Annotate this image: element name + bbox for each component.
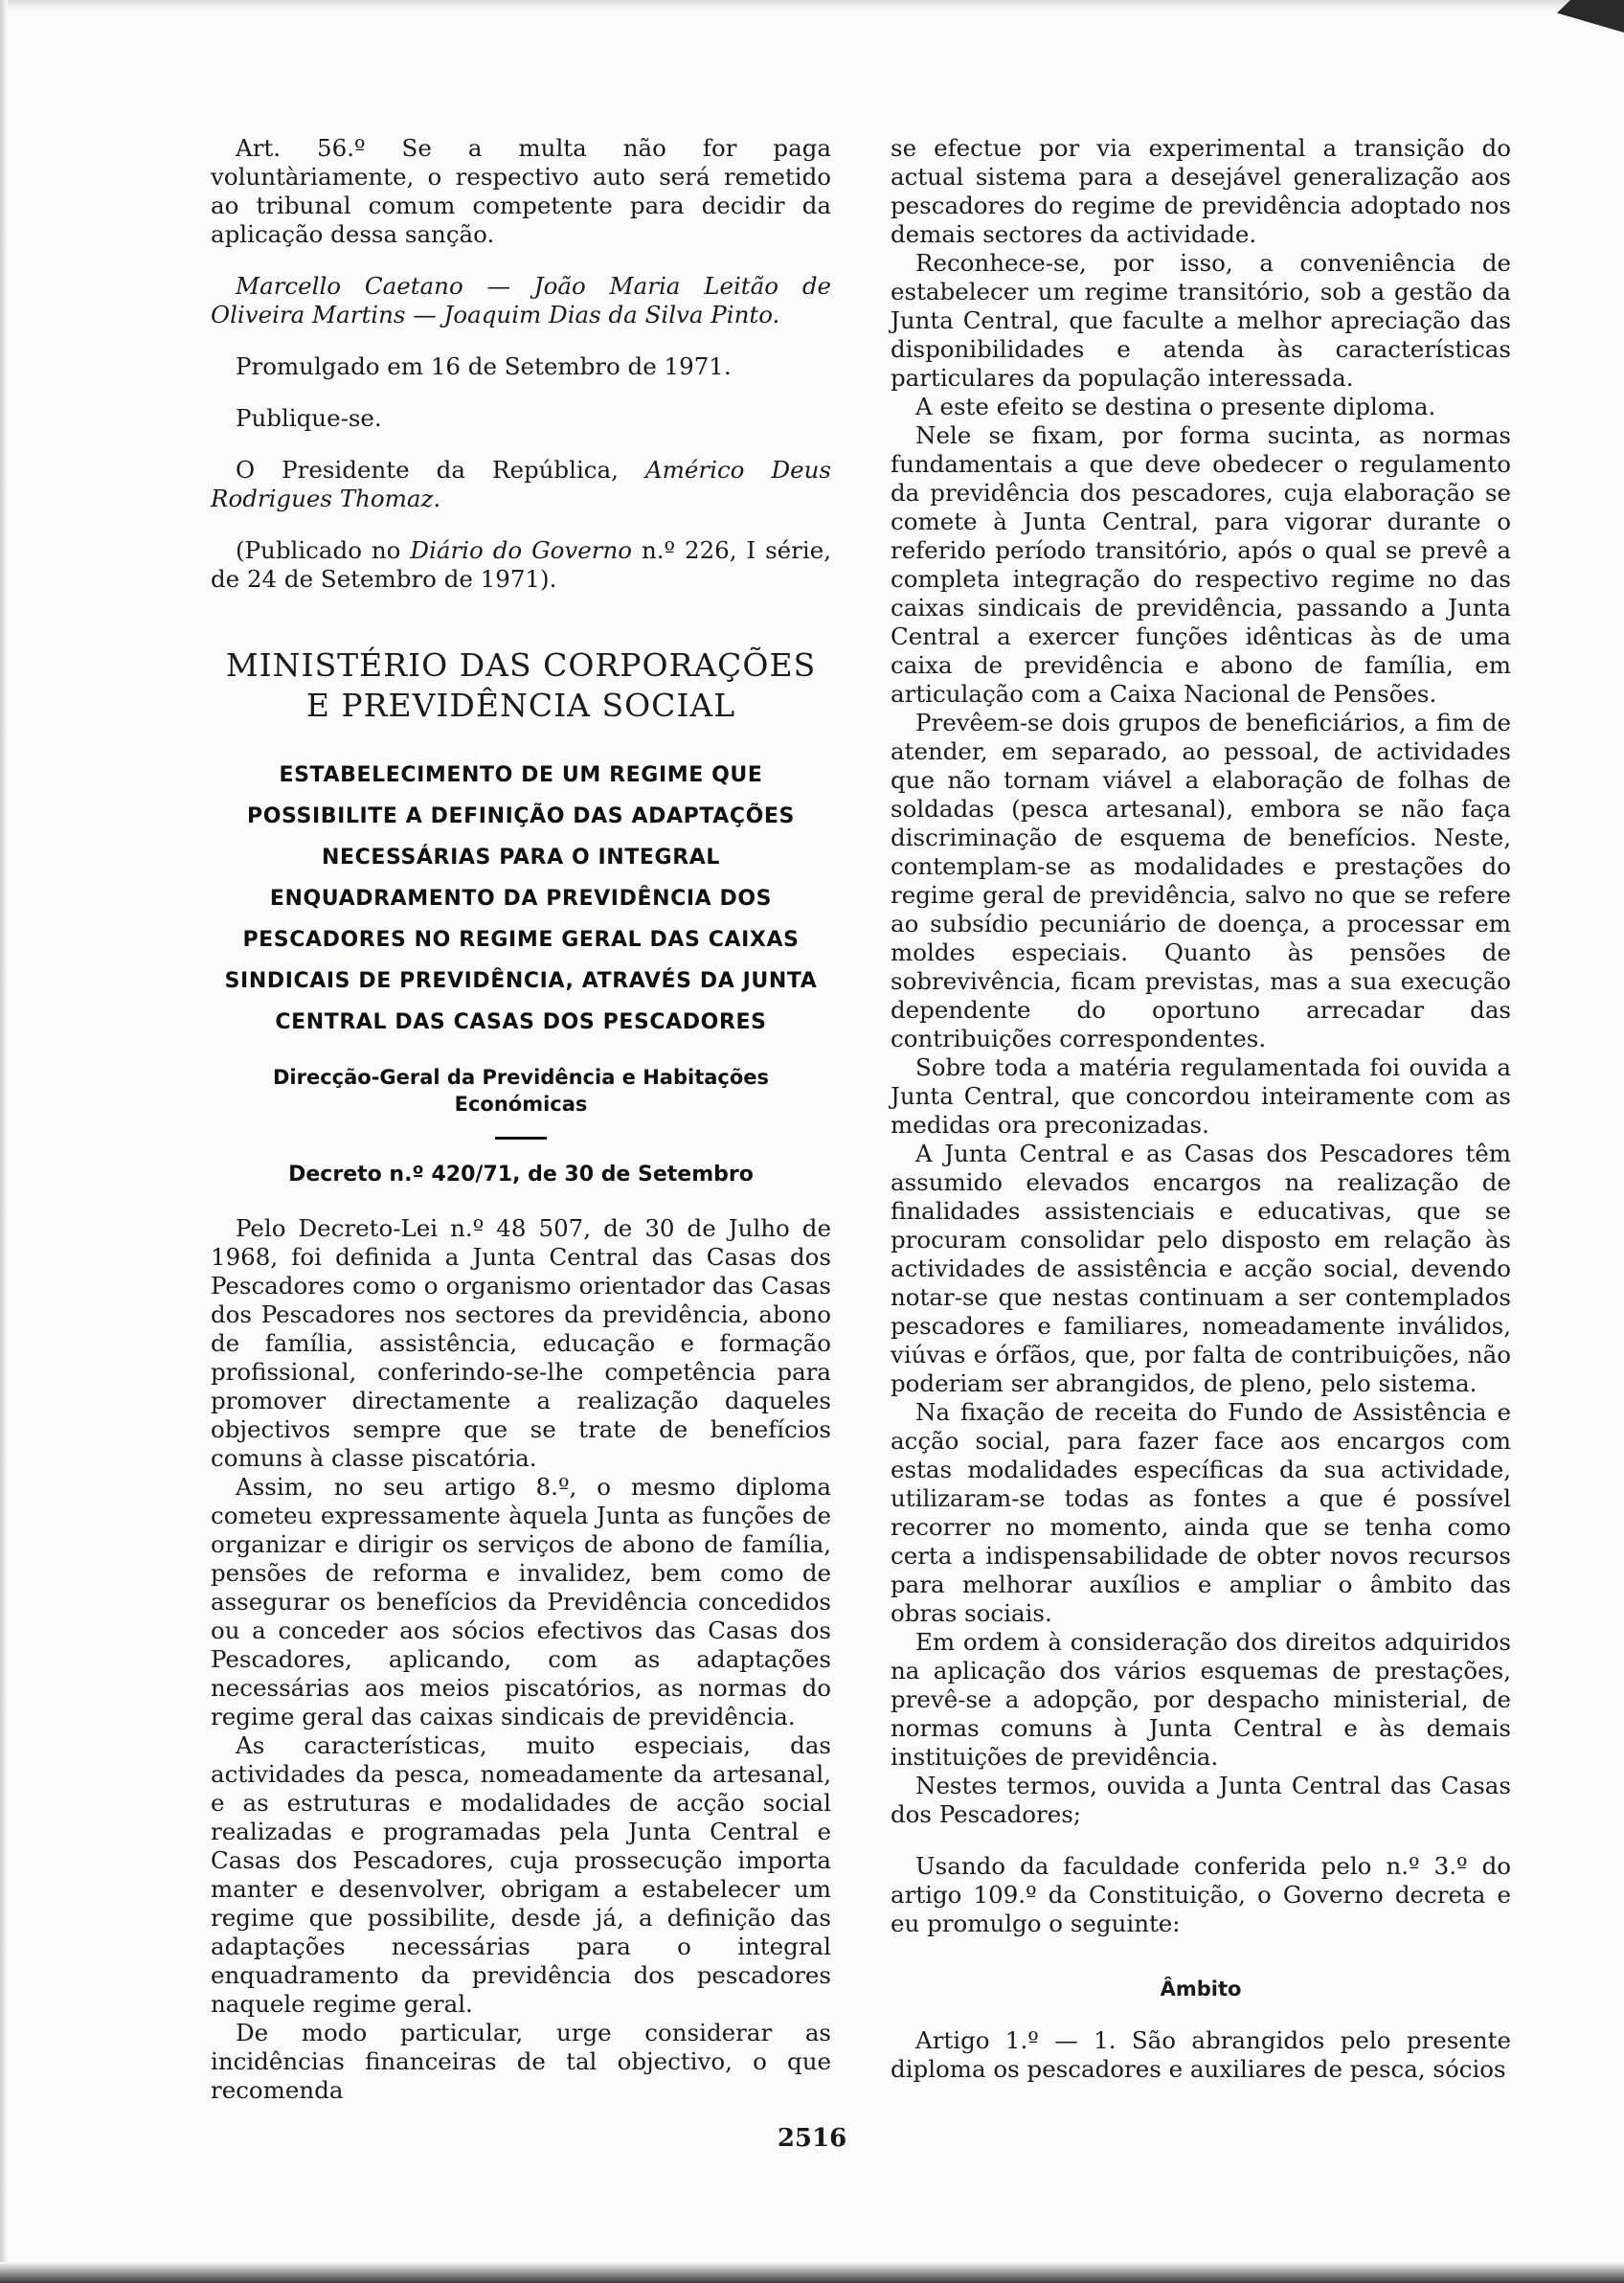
preamble-paragraph-2: Assim, no seu artigo 8.º, o mesmo diploma cometeu expressamente àquela Junta as funções de organizar e dirigir os serviços de abono de família, pensões de reforma e invalidez, bem como de assegurar os benefícios da Previdência concedidos ou a conceder aos sócios efectivos das Casas dos Pescadores, aplicando, com as adaptações necessárias aos meios piscatórios, as normas do regime geral das caixas sindicais de previdência. xyxy=(211,1473,831,1730)
publication-note xyxy=(211,536,831,594)
article-1: Artigo 1.º — 1. São abrangidos pelo presente diploma os pescadores e auxiliares de pesca, sócios xyxy=(891,2026,1511,2083)
enacting-clause: Usando da faculdade conferida pelo n.º 3.º do artigo 109.º da Constituição, o Governo decreta e eu promulgo o seguinte: xyxy=(891,1852,1511,1937)
scan-edge-bottom xyxy=(0,2262,1624,2283)
publication-journal: Diário do Governo xyxy=(410,536,632,564)
preamble-paragraph-1: Pelo Decreto-Lei n.º 48 507, de 30 de Julho de 1968, foi definida a Junta Central das Casas dos Pescadores como o organismo orientador das Casas dos Pescadores nos sectores da previdência, abono de família, assistência, educação e formação profissional, conferindo-se-lhe competência para promover directamente a realização daqueles objectivos sempre que se trate de benefícios comuns à classe piscatória. xyxy=(211,1214,831,1472)
ministry-title xyxy=(211,645,831,726)
preamble-paragraph-5: Reconhece-se, por isso, a conveniência de estabelecer um regime transitório, sob a gestão da Junta Central, que faculte a melhor apreciação das disponibilidades e atenda às características particulares da população interessada. xyxy=(891,249,1511,392)
preamble-paragraph-9: Sobre toda a matéria regulamentada foi ouvida a Junta Central, que concordou inteiramente com as medidas ora preconizadas. xyxy=(891,1053,1511,1139)
page-number: 2516 xyxy=(777,2124,847,2153)
preamble-paragraph-7: Nele se fixam, por forma sucinta, as normas fundamentais a que deve obedecer o regulamento da previdência dos pescadores, cuja elaboração se comete à Junta Central, para vigorar durante o referido período transitório, após o qual se prevê a completa integração do respectivo regime no das caixas sindicais de previdência, passando a Junta Central a exercer funções idênticas às de uma caixa de previdência e abono de família, em articulação com a Caixa Nacional de Pensões. xyxy=(891,421,1511,708)
publish-order: Publique-se. xyxy=(236,404,382,432)
promulgation-date: Promulgado em 16 de Setembro de 1971. xyxy=(236,352,732,380)
preamble-paragraph-13: Nestes termos, ouvida a Junta Central das Casas dos Pescadores; xyxy=(891,1772,1511,1828)
signatures: Marcello Caetano — João Maria Leitão de Oliveira Martins — Joaquim Dias da Silva Pinto. xyxy=(211,272,831,328)
preamble-paragraph-3: As características, muito especiais, das actividades da pesca, nomeadamente da artesanal, e as estruturas e modalidades de acção social realizadas e programadas pela Junta Central e Casas dos Pescadores, cuja prossecução importa manter e desenvolver, obrigam a estabelecer um regime que possibilite, desde já, a definição das adaptações necessárias para o integral enquadramento da previdência dos pescadores naquele regime geral. xyxy=(211,1731,831,2018)
left-column xyxy=(211,134,831,2105)
scan-edge-left xyxy=(0,0,8,2283)
ministry-title-line1: MINISTÉRIO DAS CORPORAÇÕES xyxy=(225,646,817,684)
ministry-title-line2: E PREVIDÊNCIA SOCIAL xyxy=(305,687,736,724)
directorate-heading: Direcção-Geral da Previdência e Habitações Económicas xyxy=(272,1066,770,1116)
preamble-paragraph-6: A este efeito se destina o presente diploma. xyxy=(915,393,1436,420)
president-prefix: O Presidente da República, xyxy=(236,456,645,484)
scan-edge-top xyxy=(0,0,1624,10)
decree-subject-title: ESTABELECIMENTO DE UM REGIME QUE POSSIBILITE A DEFINIÇÃO DAS ADAPTAÇÕES NECESSÁRIAS PARA O INTEGRAL ENQUADRAMENTO DA PREVIDÊNCIA DOS PESCADORES NO REGIME GERAL DAS CAIXAS SINDICAIS DE PREVIDÊNCIA, ATRAVÉS DA JUNTA CENTRAL DAS CASAS DOS PESCADORES xyxy=(224,763,818,1034)
publication-note-a: (Publicado no xyxy=(236,536,411,564)
preamble-paragraph-8: Prevêem-se dois grupos de beneficiários, a fim de atender, em separado, ao pessoal, de actividades que não tornam viável a elaboração de folhas de soldadas (pesca artesanal), embora se não faça discriminação de esquema de benefícios. Neste, contemplam-se as modalidades e prestações do regime geral de previdência, salvo no que se refere ao subsídio pecuniário de doença, a processar em moldes especiais. Quanto às pensões de sobrevivência, ficam previstas, mas a sua execução dependente do oportuno arrecadar das contribuições correspondentes. xyxy=(891,709,1511,1052)
decree-number: Decreto n.º 420/71, de 30 de Setembro xyxy=(288,1163,754,1187)
preamble-paragraph-4: De modo particular, urge considerar as incidências financeiras de tal objectivo, o que recomenda xyxy=(211,2019,831,2104)
article-56: Art. 56.º Se a multa não for paga voluntàriamente, o respectivo auto será remetido ao tribunal comum competente para decidir da aplicação dessa sanção. xyxy=(211,134,831,248)
publication-note-b: n.º 226, I série, de 24 de Setembro de 1971). xyxy=(211,536,832,593)
section-heading-ambito: Âmbito xyxy=(1160,1978,1242,2000)
right-column xyxy=(891,134,1511,2084)
preamble-continuation: se efectue por via experimental a transição do actual sistema para a desejável generalização aos pescadores do regime de previdência adoptado nos demais sectores da actividade. xyxy=(891,134,1511,248)
preamble-paragraph-12: Em ordem à consideração dos direitos adquiridos na aplicação dos vários esquemas de prestações, prevê-se a adopção, por despacho ministerial, de normas comuns à Junta Central e às demais instituições de previdência. xyxy=(891,1628,1511,1771)
scan-corner-mark xyxy=(1557,0,1624,33)
president-name: Américo Deus Rodrigues Thomaz. xyxy=(211,456,831,512)
separator-rule xyxy=(495,1137,547,1140)
preamble-paragraph-11: Na fixação de receita do Fundo de Assistência e acção social, para fazer face aos encargos com estas modalidades específicas da sua actividade, utilizaram-se todas as fontes a que é possível recorrer no momento, ainda que se tenha como certa a indispensabilidade de obter novos recursos para melhorar auxílios e ampliar o âmbito das obras sociais. xyxy=(891,1398,1511,1627)
president-line xyxy=(211,456,831,513)
preamble-paragraph-10: A Junta Central e as Casas dos Pescadores têm assumido elevados encargos na realização de finalidades assistenciais e educativas, que se procuram consolidar pelo disposto em relação às actividades de assistência e acção social, devendo notar-se que nestas continuam a ser contemplados pescadores e familiares, nomeadamente inválidos, viúvas e órfãos, que, por falta de contribuições, não poderiam ser abrangidos, de pleno, pelo sistema. xyxy=(891,1140,1511,1397)
